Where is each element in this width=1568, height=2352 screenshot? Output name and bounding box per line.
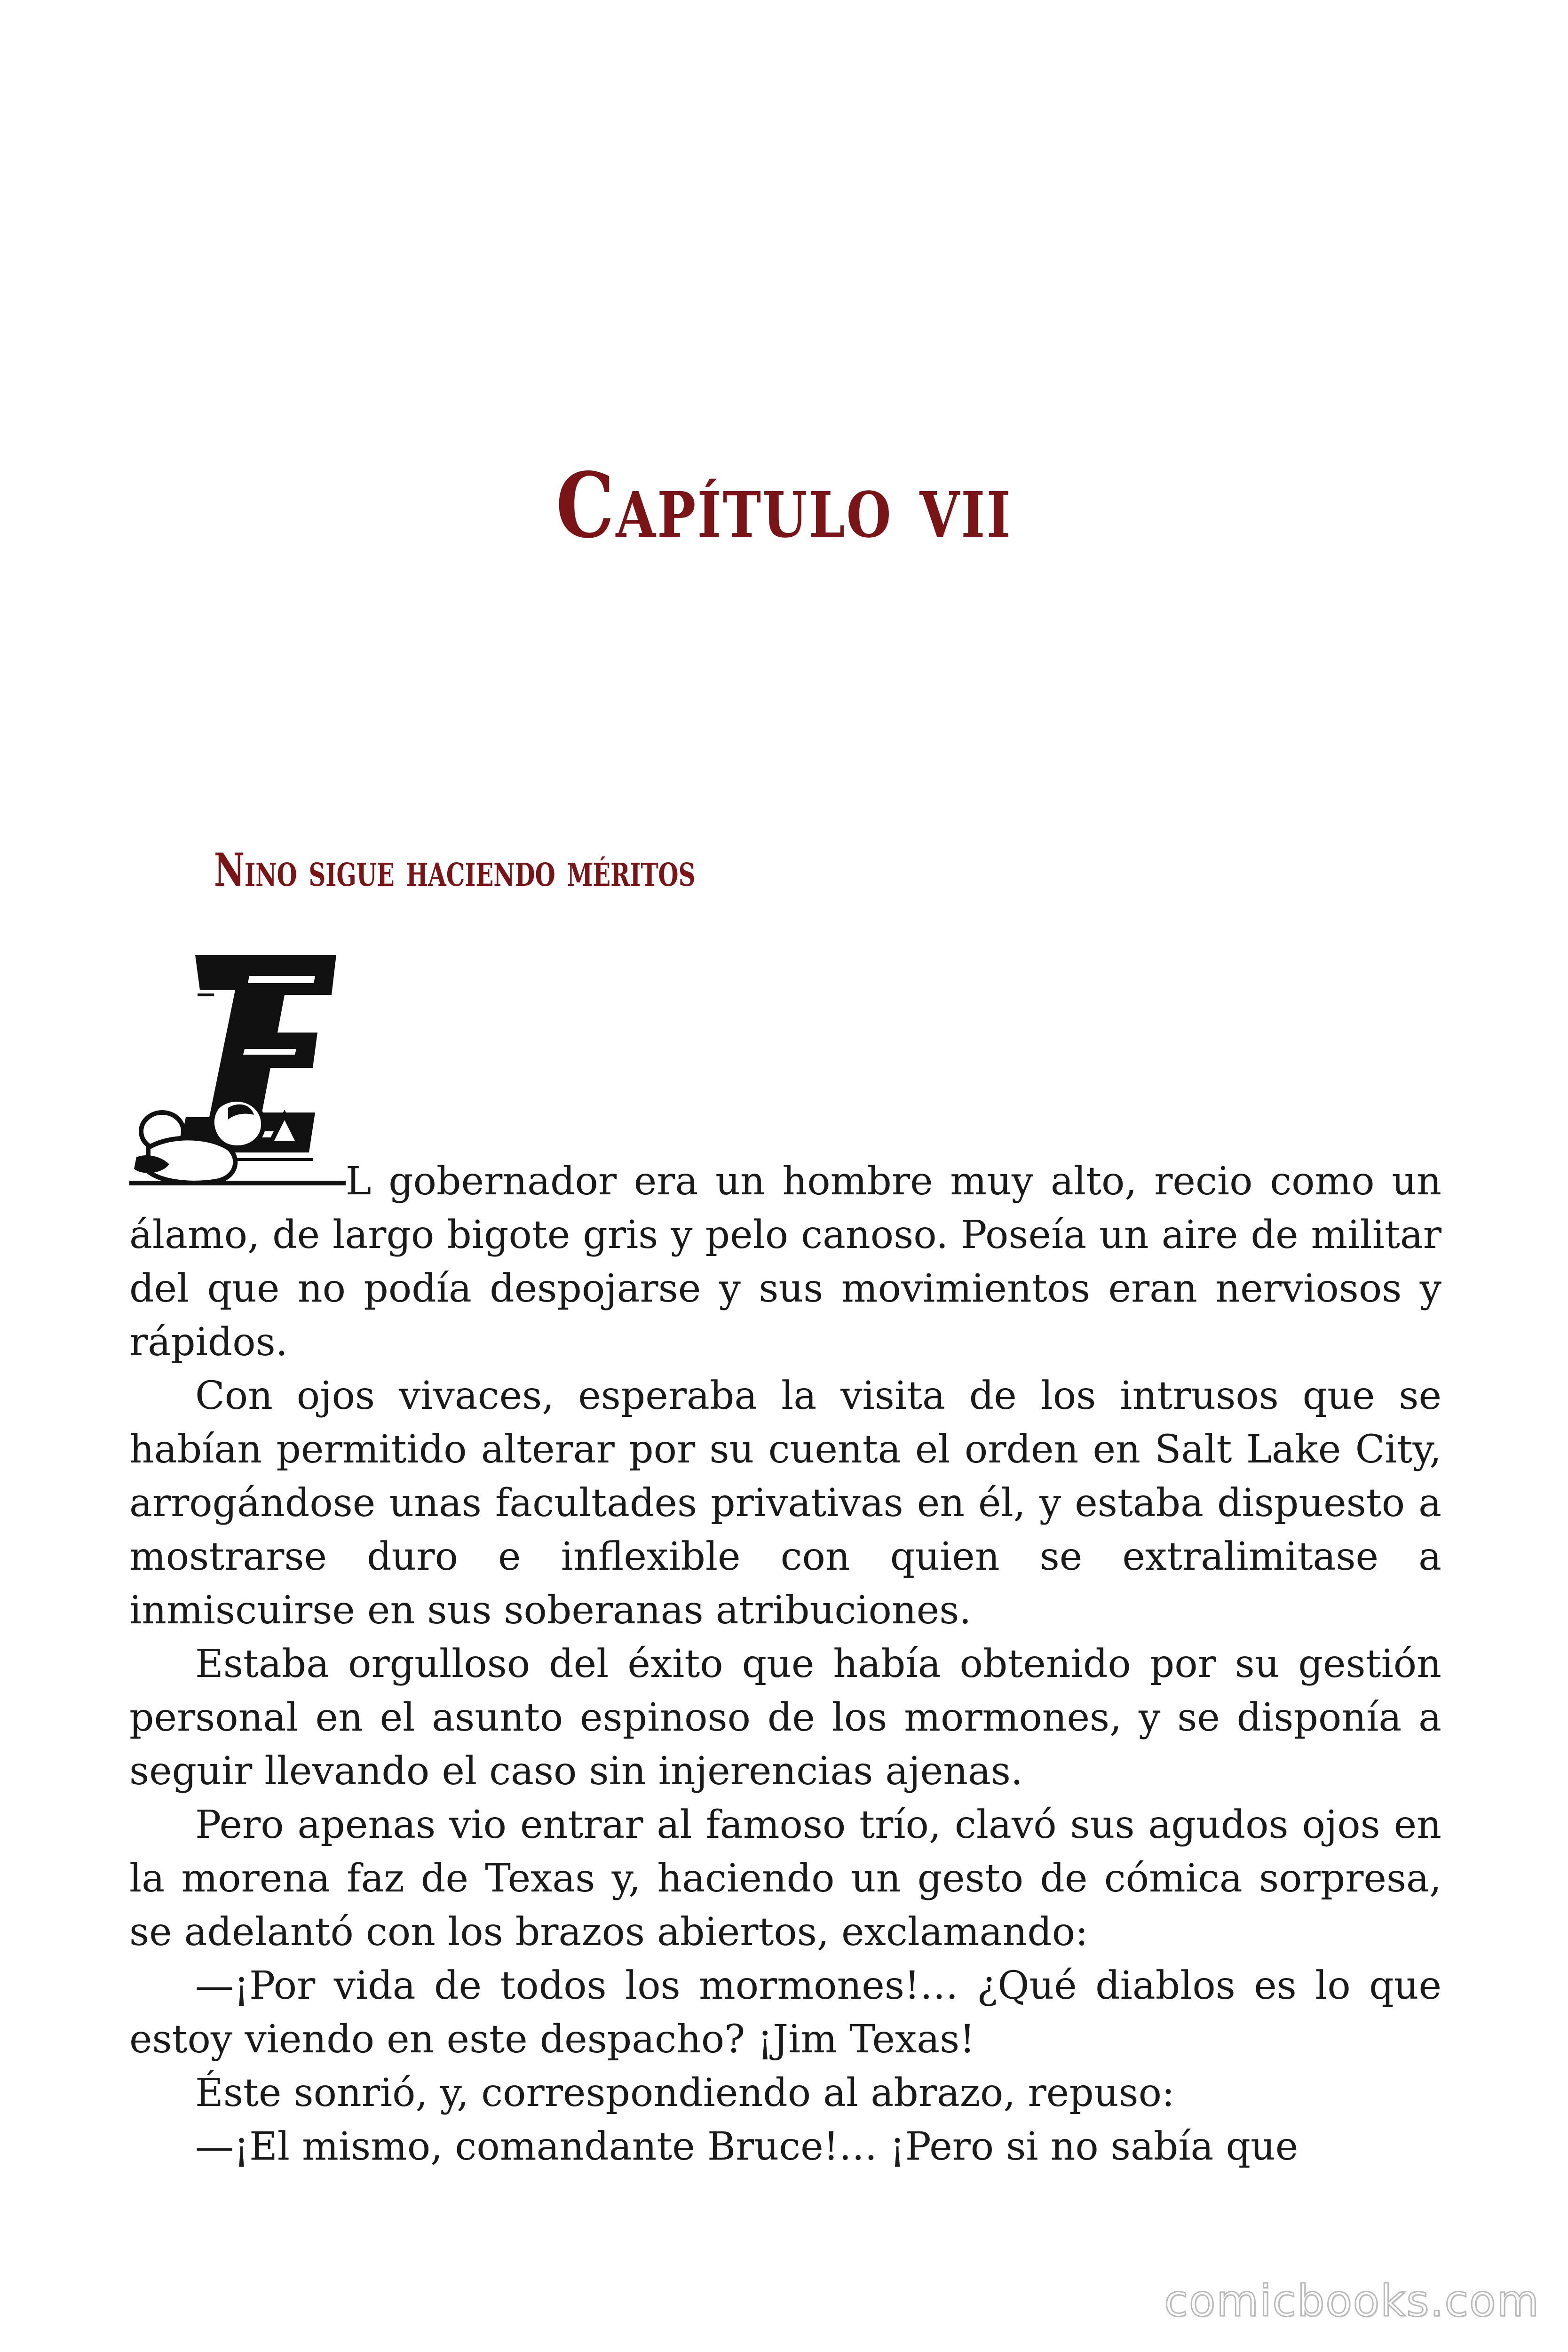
paragraph-1-rest: álamo, de largo bigote gris y pelo canoso. Poseía un aire de militar del que no podía despojarse y sus movimientos eran nerviosos y rápidos. (129, 1213, 1441, 1365)
watermark: comicbooks.com (1164, 2276, 1540, 2326)
paragraph-7: —¡El mismo, comandante Bruce!… ¡Pero si no sabía que (195, 2124, 1299, 2169)
paragraph-4: Pero apenas vio entrar al famoso trío, clavó sus agudos ojos en la morena faz de Texas y, haciendo un gesto de cómica sorpresa, se adelantó con los brazos abiertos, exclamando: (129, 1803, 1441, 1955)
paragraph-5: —¡Por vida de todos los mormones!… ¿Qué diablos es lo que estoy viendo en este despacho? ¡Jim Texas! (129, 1963, 1441, 2062)
paragraph-2: Con ojos vivaces, esperaba la visita de los intrusos que se habían permitido alterar por su cuenta el orden en Salt Lake City, arrogándose unas facultades privativas en él, y estaba dispuesto a mostrarse duro e inflexible con quien se extralimitase a inmiscuirse en sus soberanas atribuciones. (129, 1374, 1441, 1633)
chapter-title: Capítulo vii (556, 453, 1012, 558)
chapter-subtitle: Nino sigue haciendo méritos (214, 843, 696, 897)
paragraph-1 (129, 1155, 1441, 1369)
paragraph-3: Estaba orgulloso del éxito que había obtenido por su gestión personal en el asunto espinoso de los mormones, y se disponía a seguir llevando el caso sin injerencias ajenas. (129, 1642, 1441, 1794)
chapter-body-text (129, 1155, 1441, 2174)
paragraph-6: Éste sonrió, y, correspondiendo al abrazo, repuso: (195, 2071, 1175, 2115)
first-line: L gobernador era un hombre muy alto, recio como un (346, 1159, 1441, 1204)
